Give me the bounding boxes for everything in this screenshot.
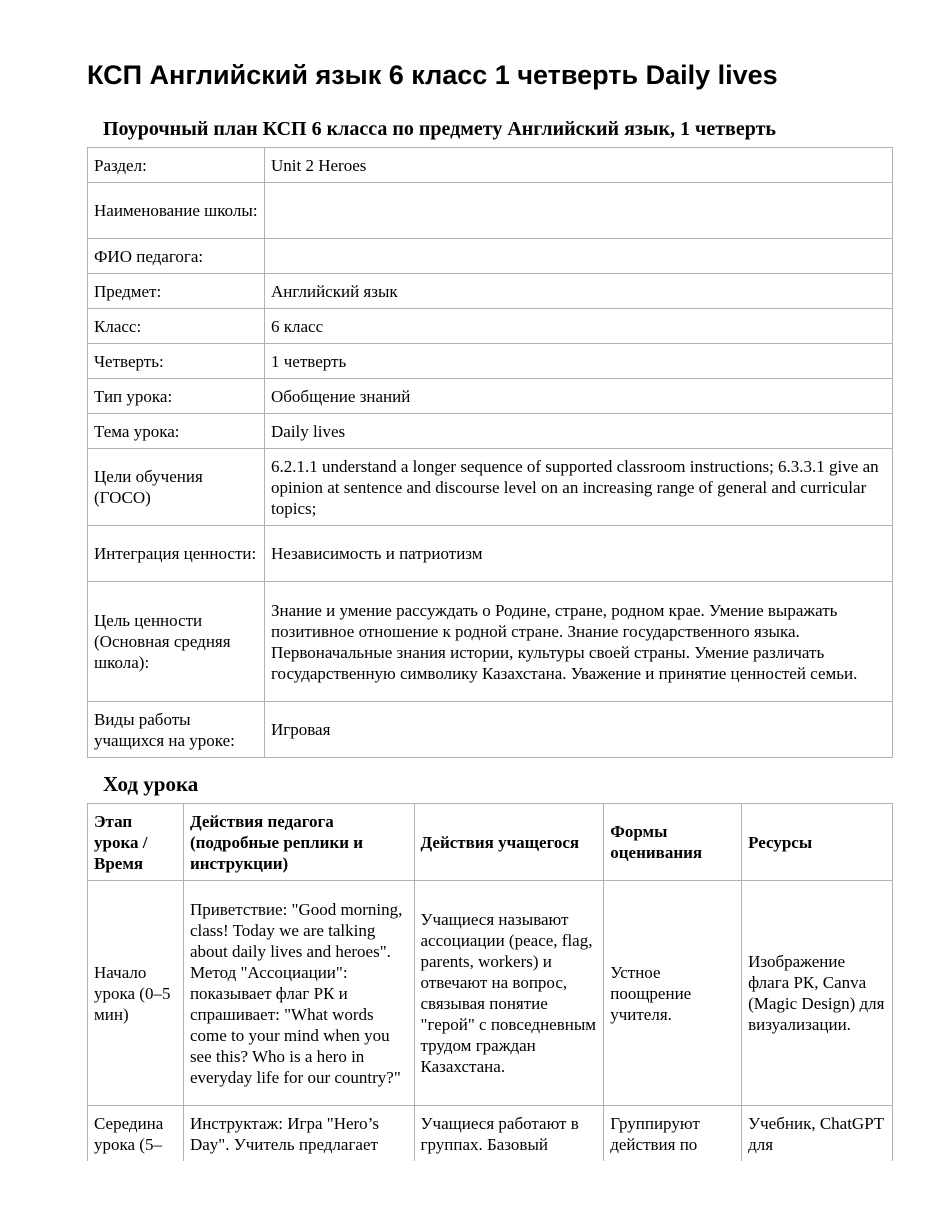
- student-actions-cell: Учащиеся работают в группах. Базовый: [414, 1106, 604, 1162]
- column-header-teacher-actions: Действия педагога (подробные реплики и инструкции): [183, 804, 414, 881]
- row-value: Игровая: [265, 702, 893, 758]
- table-row: [88, 239, 893, 274]
- row-value: [265, 239, 893, 274]
- row-label: Наименование школы:: [88, 183, 265, 239]
- lesson-flow-table: [87, 803, 893, 1161]
- stage-cell: Начало урока (0–5 мин): [88, 881, 184, 1106]
- table-row: [88, 702, 893, 758]
- row-value: Unit 2 Heroes: [265, 148, 893, 183]
- row-label: Предмет:: [88, 274, 265, 309]
- table-row: [88, 148, 893, 183]
- assessment-cell: Устное поощрение учителя.: [604, 881, 742, 1106]
- teacher-actions-cell: Инструктаж: Игра "Hero’s Day". Учитель предлагает: [183, 1106, 414, 1162]
- teacher-actions-cell: Приветствие: "Good morning, class! Today we are talking about daily lives and heroes". Метод "Ассоциации": показывает флаг РК и спрашивает: "What words come to your mind when you see this? Who is a hero in everyday life for our country?": [183, 881, 414, 1106]
- table-row: [88, 309, 893, 344]
- resources-cell: Учебник, ChatGPT для: [742, 1106, 893, 1162]
- row-value: Daily lives: [265, 414, 893, 449]
- row-value: 1 четверть: [265, 344, 893, 379]
- column-header-resources: Ресурсы: [742, 804, 893, 881]
- table-header-row: [88, 804, 893, 881]
- row-label: Интеграция ценности:: [88, 526, 265, 582]
- column-header-assessment: Формы оценивания: [604, 804, 742, 881]
- student-actions-cell: Учащиеся называют ассоциации (peace, flag, parents, workers) и отвечают на вопрос, связывая понятие "герой" с повседневным трудом граждан Казахстана.: [414, 881, 604, 1106]
- row-label: Тип урока:: [88, 379, 265, 414]
- table-row: [88, 1106, 893, 1162]
- row-label: Класс:: [88, 309, 265, 344]
- row-value: Знание и умение рассуждать о Родине, стране, родном крае. Умение выражать позитивное отношение к родной стране. Знание государственного языка. Первоначальные знания истории, культуры своей страны. Умение различать государственную символику Казахстана. Уважение и принятие ценностей семьи.: [265, 582, 893, 702]
- row-label: Цели обучения (ГОСО): [88, 449, 265, 526]
- table-row: [88, 379, 893, 414]
- row-value: 6 класс: [265, 309, 893, 344]
- table-row: [88, 344, 893, 379]
- stage-cell: Середина урока (5–: [88, 1106, 184, 1162]
- row-label: Цель ценности (Основная средняя школа):: [88, 582, 265, 702]
- document-title: КСП Английский язык 6 класс 1 четверть Daily lives: [87, 60, 778, 90]
- table-row: [88, 582, 893, 702]
- table-row: [88, 881, 893, 1106]
- row-label: Тема урока:: [88, 414, 265, 449]
- lesson-info-table: [87, 147, 893, 758]
- row-value: Английский язык: [265, 274, 893, 309]
- assessment-cell: Группируют действия по: [604, 1106, 742, 1162]
- column-header-stage: Этап урока / Время: [88, 804, 184, 881]
- plan-heading: Поурочный план КСП 6 класса по предмету Английский язык, 1 четверть: [103, 118, 776, 140]
- row-value: Независимость и патриотизм: [265, 526, 893, 582]
- row-label: Виды работы учащихся на уроке:: [88, 702, 265, 758]
- row-value: Обобщение знаний: [265, 379, 893, 414]
- row-value: [265, 183, 893, 239]
- table-row: [88, 414, 893, 449]
- table-row: [88, 526, 893, 582]
- column-header-student-actions: Действия учащегося: [414, 804, 604, 881]
- row-value: 6.2.1.1 understand a longer sequence of supported classroom instructions; 6.3.3.1 give an opinion at sentence and discourse level on an increasing range of general and curricular topics;: [265, 449, 893, 526]
- course-heading: Ход урока: [103, 772, 199, 796]
- row-label: Четверть:: [88, 344, 265, 379]
- row-label: ФИО педагога:: [88, 239, 265, 274]
- table-row: [88, 274, 893, 309]
- row-label: Раздел:: [88, 148, 265, 183]
- table-row: [88, 449, 893, 526]
- resources-cell: Изображение флага РК, Canva (Magic Design) для визуализации.: [742, 881, 893, 1106]
- table-row: [88, 183, 893, 239]
